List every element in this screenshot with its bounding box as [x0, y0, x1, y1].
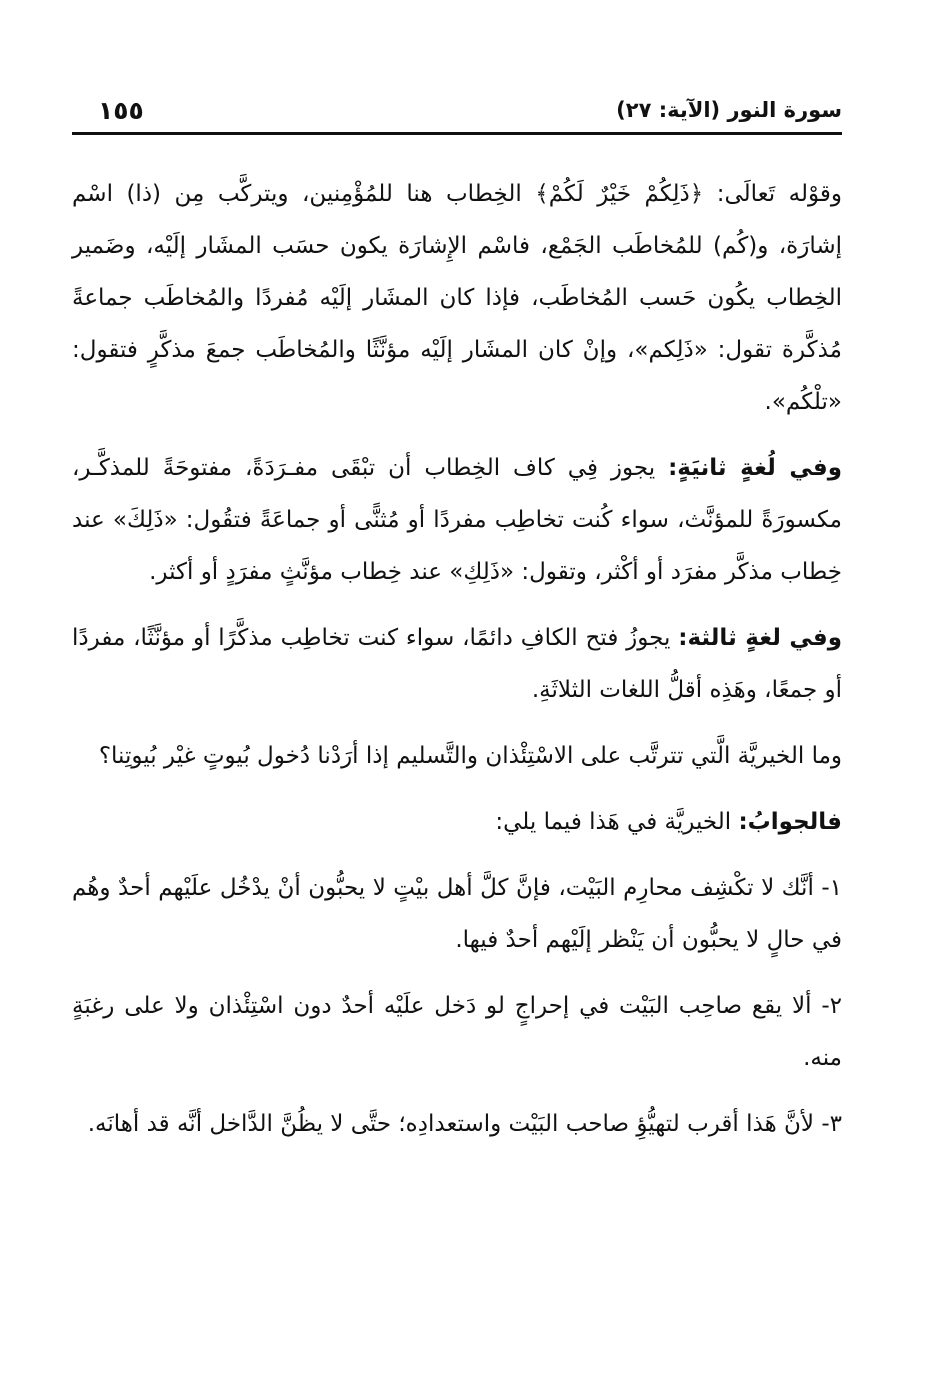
paragraph [72, 168, 842, 428]
paragraph-lead: وفي لُغةٍ ثانيَةٍ: [668, 455, 843, 481]
paragraph [72, 796, 842, 848]
running-header [72, 92, 842, 136]
list-item [72, 862, 842, 966]
chapter-title: سورة النور (الآية: ٢٧) [616, 98, 842, 122]
paragraph-text: يجوز فِي كاف الخِطاب أن تبْقَى مفـرَدَةً، مفتوحَةً للمذكَّـر، مكسورَةً للمؤنَّث، سواء كُنت تخاطِب مفردًا أو مُثنًّى أو جماعَةً فتقُول: «ذَلِكَ» عند خِطاب مذكَّر مفرَد أو أكْثر، وتقول: «ذَلِكِ» عند خِطاب مؤنَّثٍ مفرَدٍ أو أكثر. [72, 455, 842, 585]
list-item [72, 980, 842, 1084]
paragraph-text: وما الخيريَّة الَّتي تترتَّب على الاسْتِئْذان والتَّسليم إذا أرَدْنا دُخول بُيوتٍ غيْر بُيوتِنا؟ [98, 743, 842, 769]
list-item-text: ٢- ألا يقع صاحِب البَيْت في إحراجٍ لو دَخل علَيْه أحدٌ دون اسْتِئْذان ولا على رغبَةٍ منه. [72, 993, 842, 1071]
page-number: ١٥٥ [98, 96, 144, 125]
paragraph [72, 730, 842, 782]
paragraph-text: يجوزُ فتح الكافِ دائمًا، سواء كنت تخاطِب مذكَّرًا أو مؤنَّثًا، مفردًا أو جمعًا، وهَذِه أقلُّ اللغات الثلاثَةِ. [72, 625, 842, 703]
paragraph [72, 612, 842, 716]
paragraph-lead: فالجوابُ: [738, 809, 842, 835]
paragraph-text: وقوْله تَعالَى: ﴿ذَلِكُمْ خَيْرٌ لَكُمْ﴾ الخِطاب هنا للمُؤْمِنين، ويتركَّب مِن (ذا) اسْم إشارَة، و(كُم) للمُخاطَب الجَمْع، فاسْم الإِشارَة يكون حسَب المشَار إلَيْه، وضَمير الخِطاب يكُون حَسب المُخاطَب، فإذا كان المشَار إلَيْه مُفردًا والمُخاطَب جماعةً مُذكَّرة تقول: «ذَلِكم»، وإنْ كان المشَار إلَيْه مؤنَّثًا والمُخاطَب جمعَ مذكَّرٍ فتقول: «تلْكُم». [72, 181, 842, 415]
paragraph-lead: وفي لغةٍ ثالثة: [678, 625, 842, 651]
list-item [72, 1098, 842, 1150]
header-divider [72, 132, 842, 135]
paragraph [72, 442, 842, 598]
paragraph-text: الخيريَّة في هَذا فيما يلي: [495, 809, 739, 835]
page-body [72, 168, 842, 1164]
list-item-text: ٣- لأنَّ هَذا أقرب لتهيُّؤِ صاحب البَيْت واستعدادِه؛ حتَّى لا يظُنَّ الدَّاخل أنَّه قد أهانَه. [87, 1111, 842, 1137]
list-item-text: ١- أنَّك لا تكْشِف محارِم البَيْت، فإنَّ كلَّ أهل بيْتٍ لا يحبُّون أنْ يدْخُل علَيْهم أحدٌ وهُم في حالٍ لا يحبُّون أن يَنْظر إلَيْهم أحدٌ فيها. [72, 875, 842, 953]
